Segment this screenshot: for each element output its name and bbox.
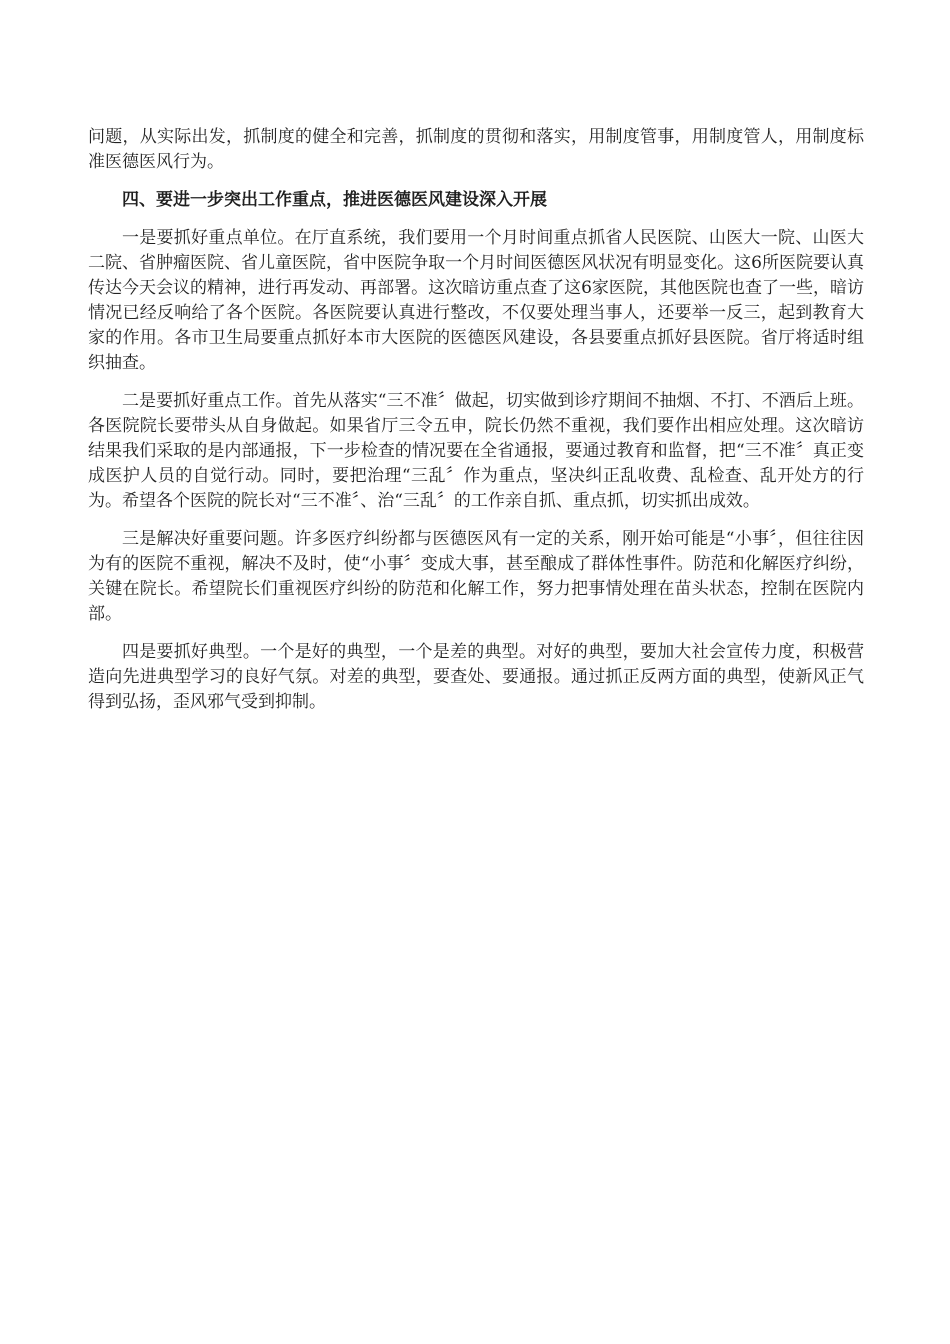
paragraph-key-units: 一是要抓好重点单位。在厅直系统，我们要用一个月时间重点抓省人民医院、山医大一院、山医大二院、省肿瘤医院、省儿童医院，省中医院争取一个月时间医德医风状况有明显变化。这6所医院要认真传达今天会议的精神，进行再发动、再部署。这次暗访重点查了这6家医院，其他医院也查了一些，暗访情况已经反响给了各个医院。各医院要认真进行整改，不仅要处理当事人，还要举一反三，起到教育大家的作用。各市卫生局要重点抓好本市大医院的医德医风建设，各县要重点抓好县医院。省厅将适时组织抽查。	[88, 228, 864, 373]
paragraph-continuation: 问题，从实际出发，抓制度的健全和完善，抓制度的贯彻和落实，用制度管事，用制度管人，用制度标准医德医风行为。	[88, 127, 864, 172]
paragraph-typical-cases: 四是要抓好典型。一个是好的典型，一个是差的典型。对好的典型，要加大社会宣传力度，积极营造向先进典型学习的良好气氛。对差的典型，要查处、要通报。通过抓正反两方面的典型，使新风正气得到弘扬，歪风邪气受到抑制。	[88, 642, 864, 712]
paragraph-key-work: 二是要抓好重点工作。首先从落实“三不准〞做起，切实做到诊疗期间不抽烟、不打、不酒后上班。各医院院长要带头从自身做起。如果省厅三令五申，院长仍然不重视，我们要作出相应处理。这次暗访结果我们采取的是内部通报，下一步检查的情况要在全省通报，要通过教育和监督，把“三不准〞真正变成医护人员的自觉行动。同时，要把治理“三乱〞作为重点，坚决纠正乱收费、乱检查、乱开处方的行为。希望各个医院的院长对“三不准〞、治“三乱〞的工作亲自抓、重点抓，切实抓出成效。	[88, 391, 864, 511]
document-body	[88, 125, 864, 728]
paragraph-key-issues: 三是解决好重要问题。许多医疗纠纷都与医德医风有一定的关系，刚开始可能是“小事〞，但往往因为有的医院不重视，解决不及时，使“小事〞变成大事，甚至酿成了群体性事件。防范和化解医疗纠纷，关键在院长。希望院长们重视医疗纠纷的防范和化解工作，努力把事情处理在苗头状态，控制在医院内部。	[88, 529, 864, 624]
section-heading: 四、要进一步突出工作重点，推进医德医风建设深入开展	[122, 190, 547, 210]
